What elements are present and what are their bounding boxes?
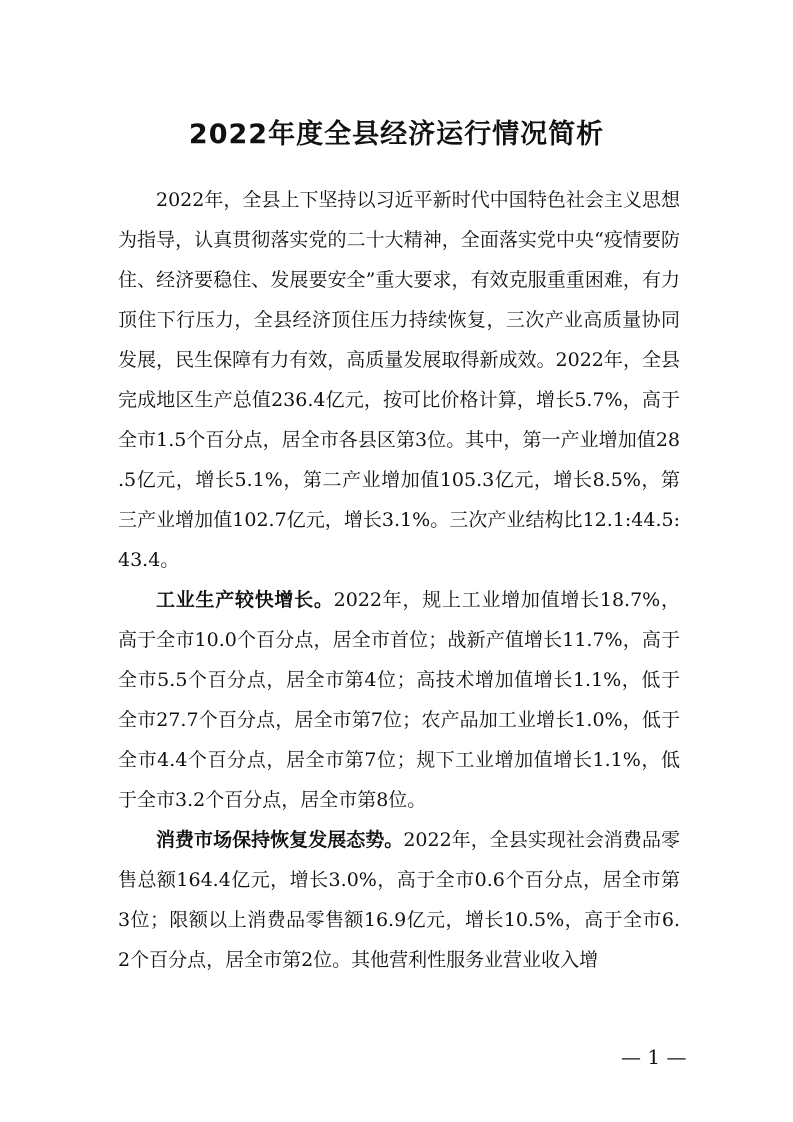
page-number: — 1 — <box>621 1045 687 1069</box>
paragraph-industry <box>118 580 680 820</box>
paragraph-industry-lead: 工业生产较快增长。 <box>156 589 334 611</box>
paragraph-industry-text: 2022年，规上工业增加值增长18.7%，高于全市10.0个百分点，居全市首位；战新产值增长11.7%，高于全市5.5个百分点，居全市第4位；高技术增加值增长1.1%，低于全市27.7个百分点，居全市第7位；农产品加工业增长1.0%，低于全市4.4个百分点，居全市第7位；规下工业增加值增长1.1%，低于全市3.2个百分点，居全市第8位。 <box>118 589 680 811</box>
document-title: 2022年度全县经济运行情况简析 <box>188 119 605 150</box>
document-body <box>118 180 680 980</box>
paragraph-consumption-text: 2022年，全县实现社会消费品零售总额164.4亿元，增长3.0%，高于全市0.6个百分点，居全市第3位；限额以上消费品零售额16.9亿元，增长10.5%，高于全市6.2个百分点，居全市第2位。其他营利性服务业营业收入增 <box>118 829 680 971</box>
paragraph-consumption <box>118 820 680 980</box>
paragraph-overview <box>118 180 680 580</box>
paragraph-consumption-lead: 消费市场保持恢复发展态势。 <box>156 829 404 851</box>
paragraph-overview-text: 2022年，全县上下坚持以习近平新时代中国特色社会主义思想为指导，认真贯彻落实党的二十大精神，全面落实党中央“疫情要防住、经济要稳住、发展要安全”重大要求，有效克服重重困难，有力顶住下行压力，全县经济顶住压力持续恢复，三次产业高质量协同发展，民生保障有力有效，高质量发展取得新成效。2022年，全县完成地区生产总值236.4亿元，按可比价格计算，增长5.7%，高于全市1.5个百分点，居全市各县区第3位。其中，第一产业增加值28.5亿元，增长5.1%，第二产业增加值105.3亿元，增长8.5%，第三产业增加值102.7亿元，增长3.1%。三次产业结构比12.1:44.5:43.4。 <box>118 189 680 571</box>
